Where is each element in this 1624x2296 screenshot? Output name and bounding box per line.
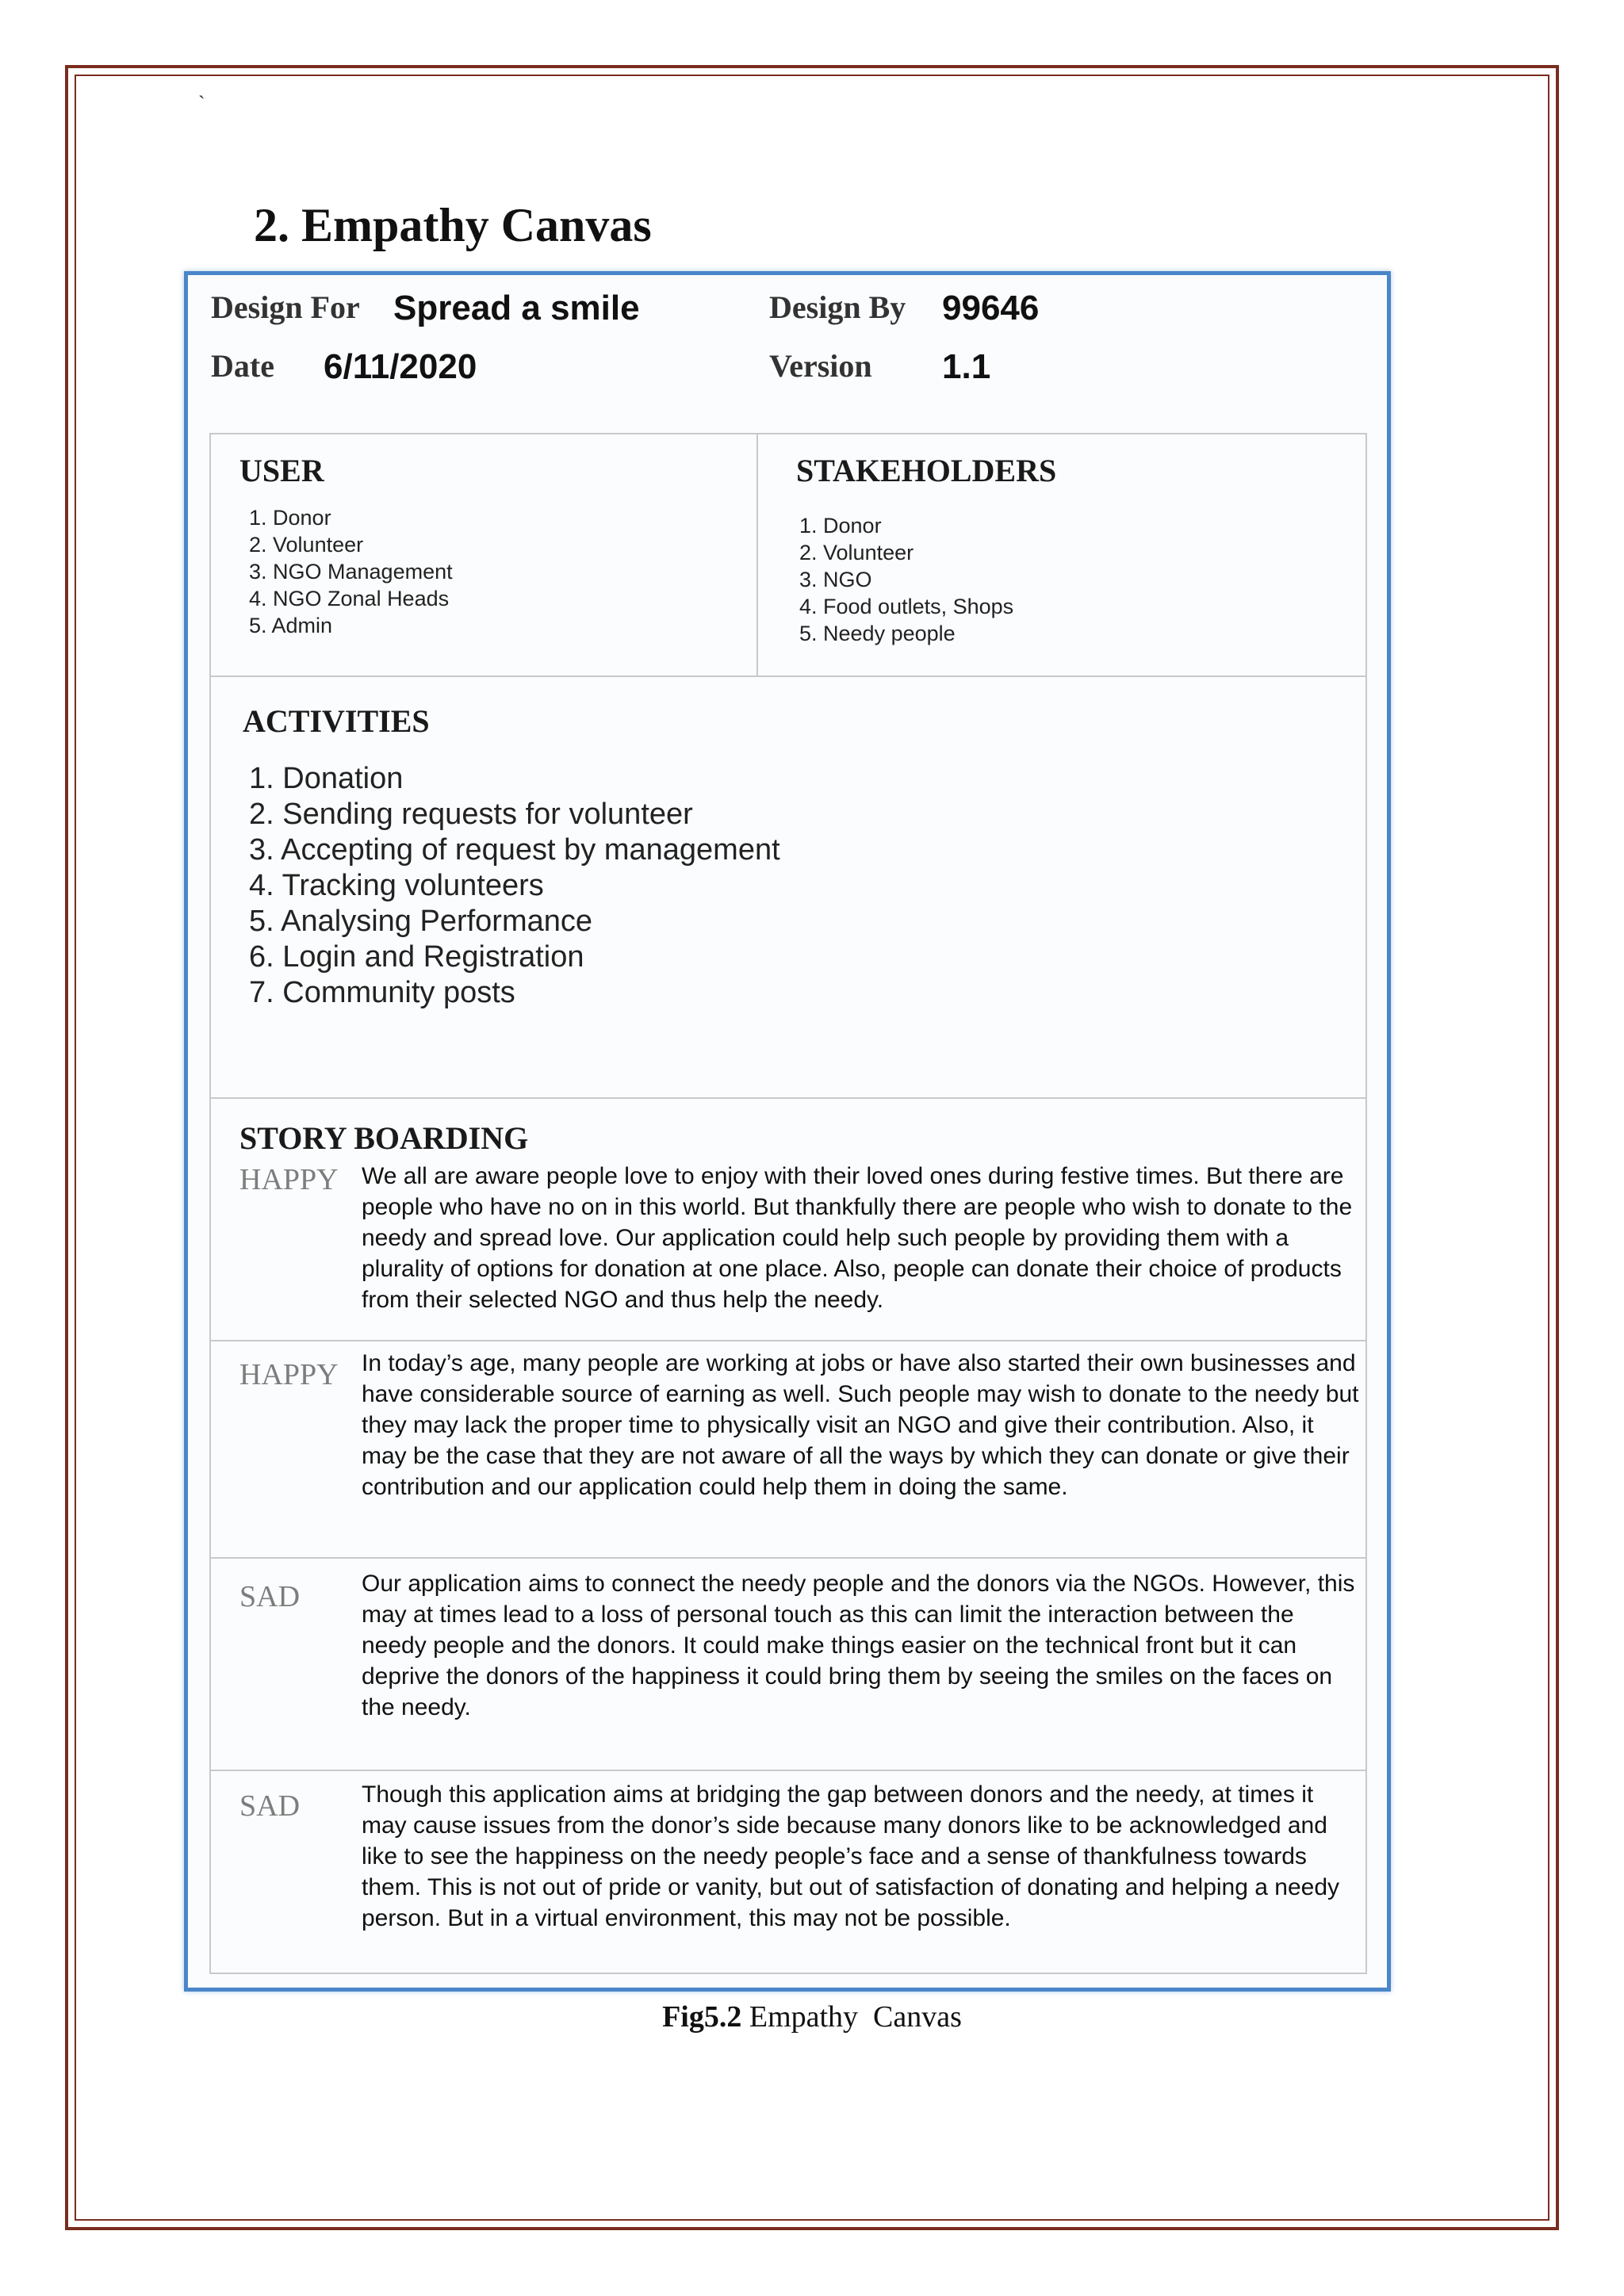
storyboard-title: STORY BOARDING [239, 1120, 529, 1156]
divider-activities [209, 675, 1367, 677]
activity-item: 6. Login and Registration [249, 940, 584, 974]
story-mood: SAD [239, 1789, 301, 1823]
section-heading: 2. Empathy Canvas [254, 199, 652, 251]
divider-storyboard [209, 1097, 1367, 1099]
version-value: 1.1 [942, 347, 991, 386]
story-mood: HAPPY [239, 1163, 339, 1196]
user-title: USER [239, 453, 324, 488]
stakeholder-item: 3. NGO [799, 568, 872, 591]
story-mood: SAD [239, 1580, 301, 1613]
user-item: 5. Admin [249, 614, 333, 637]
figure-caption-text: Empathy Canvas [749, 2000, 962, 2034]
story-text: Our application aims to connect the needy people and the donors via the NGOs. However, this may at times lead to a loss of personal touch as this can limit the interaction between the needy people and the donors. It could make things easier on the technical front but it can deprive the donors of the happiness it could bring them by seeing the smiles on the faces on the needy. [362, 1571, 1355, 1720]
divider-story-3 [209, 1557, 1367, 1559]
stakeholders-list [799, 512, 1013, 647]
activities-list [249, 761, 780, 1011]
date-value: 6/11/2020 [324, 347, 477, 386]
activity-item: 2. Sending requests for volunteer [249, 798, 693, 831]
stakeholder-item: 2. Volunteer [799, 541, 914, 564]
user-stakeholders-divider [756, 433, 758, 675]
activity-item: 5. Analysing Performance [249, 905, 593, 938]
figure-caption-label: Fig5.2 [662, 2000, 742, 2034]
story-text: We all are aware people love to enjoy with their loved ones during festive times. But there are people who have no on in this world. But thankfully there are people who wish to donate to the needy and spread love. Our application could help such people by providing them with a plurality of options for donation at one place. Also, people can donate their choice of products from their selected NGO and thus help the needy. [362, 1163, 1353, 1313]
stakeholder-item: 4. Food outlets, Shops [799, 595, 1014, 618]
tick-mark: ` [198, 92, 205, 115]
activity-item: 4. Tracking volunteers [249, 869, 544, 902]
date-label: Date [211, 348, 274, 384]
stakeholder-item: 1. Donor [799, 514, 882, 538]
divider-story-2 [209, 1340, 1367, 1341]
figure-caption [0, 1999, 1624, 2034]
story-text: Though this application aims at bridging the gap between donors and the needy, at times it may cause issues from the donor’s side because many donors like to be acknowledged and like to see the happiness on the needy people’s face and a sense of thankfulness towards them. This is not out of pride or vanity, but out of satisfaction of donating and helping a needy person. But in a virtual environment, this may not be possible. [362, 1781, 1340, 1931]
activity-item: 7. Community posts [249, 976, 515, 1009]
design-by-label: Design By [769, 289, 906, 325]
divider-story-4 [209, 1770, 1367, 1771]
story-mood: HAPPY [239, 1358, 339, 1391]
user-item: 2. Volunteer [249, 533, 364, 557]
design-for-value: Spread a smile [393, 289, 640, 327]
design-for-label: Design For [211, 289, 360, 325]
user-item: 4. NGO Zonal Heads [249, 587, 450, 610]
stakeholder-item: 5. Needy people [799, 622, 956, 645]
user-item: 3. NGO Management [249, 560, 453, 584]
version-label: Version [769, 348, 872, 384]
activity-item: 1. Donation [249, 762, 404, 795]
story-text: In today’s age, many people are working at jobs or have also started their own businesses and have considerable source of earning as well. Such people may wish to donate to the needy but they may lack the proper time to physically visit an NGO and give their contribution. Also, it may be the case that they are not aware of all the ways by which they can donate or give their contribution and our application could help them in doing the same. [362, 1350, 1359, 1500]
activities-title: ACTIVITIES [243, 703, 430, 739]
design-by-value: 99646 [942, 289, 1040, 327]
user-item: 1. Donor [249, 506, 331, 530]
activity-item: 3. Accepting of request by management [249, 833, 780, 867]
user-list [249, 504, 453, 639]
stakeholders-title: STAKEHOLDERS [796, 453, 1057, 488]
